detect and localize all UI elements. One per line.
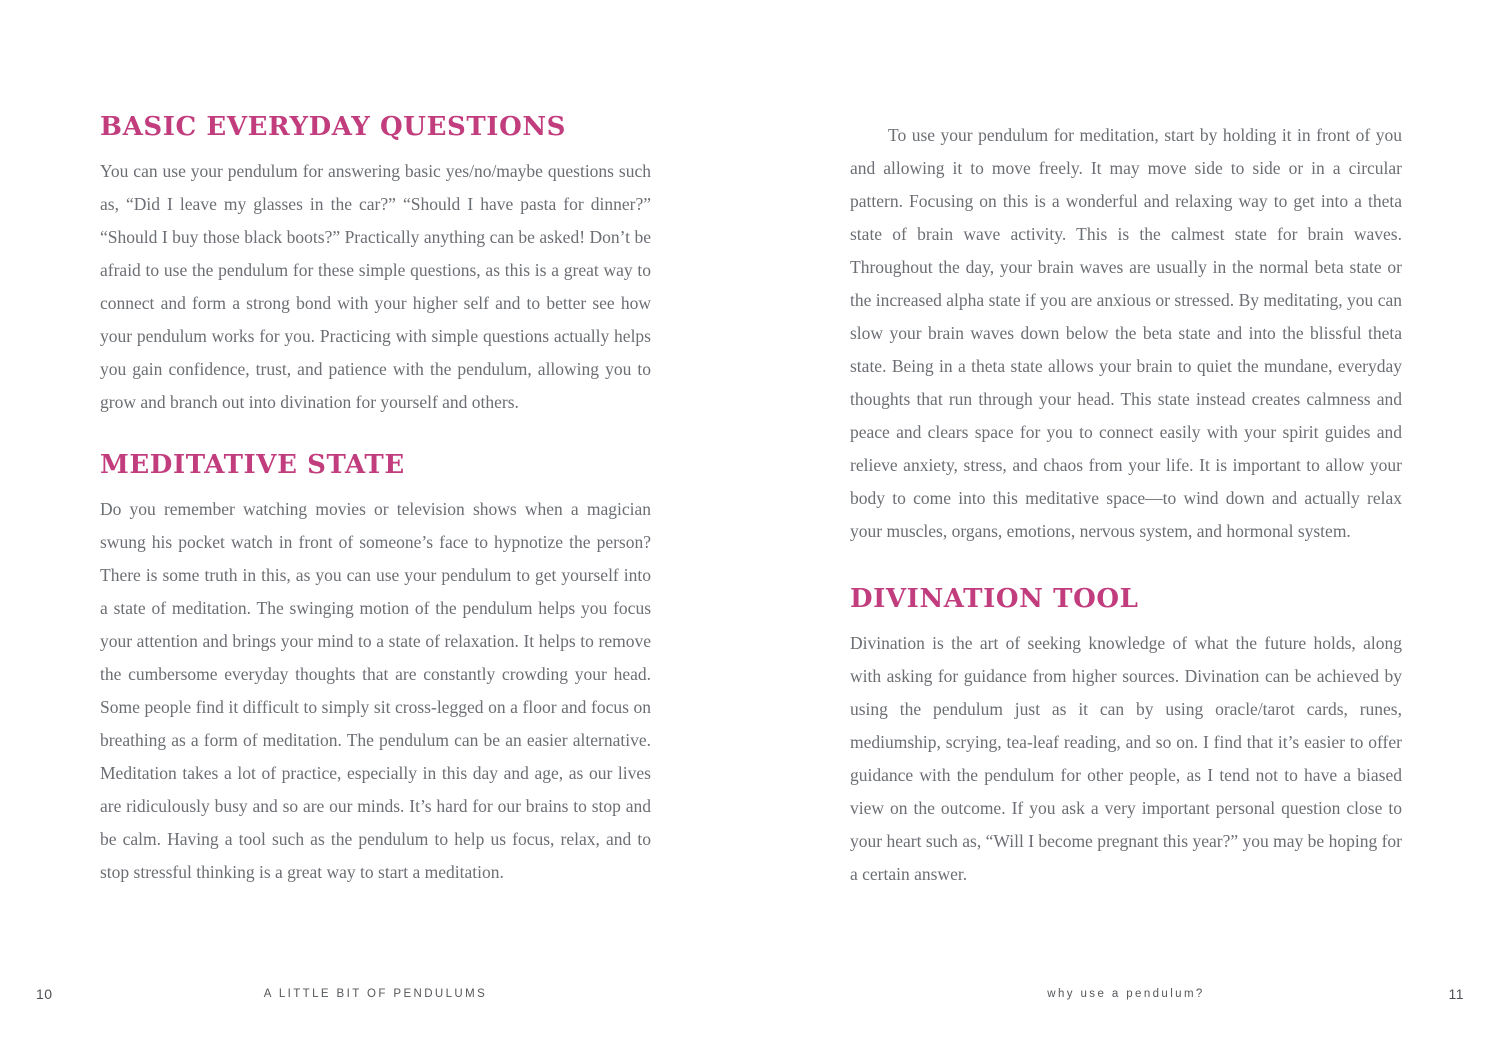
right-page [850,112,1402,891]
page-number: 11 [1448,986,1464,1002]
section-heading-basic-everyday-questions: BASIC EVERYDAY QUESTIONS [100,112,567,142]
section-heading-meditative-state: MEDITATIVE STATE [100,450,405,480]
page-number: 10 [36,986,53,1002]
body-paragraph: You can use your pendulum for answering basic yes/no/maybe questions such as, “Did I leave my glasses in the car?” “Should I have pasta for dinner?” “Should I buy those black boots?” Practically anything can be asked! Don’t be afraid to use the pendulum for these simple questions, as this is a great way to connect and form a strong bond with your higher self and to better see how your pendulum works for you. Practicing with simple questions actually helps you gain confidence, trust, and patience with the pendulum, allowing you to grow and branch out into divination for yourself and others. [100,161,651,412]
section-heading-divination-tool: DIVINATION TOOL [850,584,1139,614]
body-paragraph: Divination is the art of seeking knowledge of what the future holds, along with asking for guidance from higher sources. Divination can be achieved by using the pendulum just as it can by using oracle/tarot cards, runes, mediumship, scrying, tea-leaf reading, and so on. I find that it’s easier to offer guidance with the pendulum for other people, as I tend not to have a biased view on the outcome. If you ask a very important personal question close to your heart such as, “Will I become pregnant this year?” you may be hoping for a certain answer. [850,633,1402,884]
body-paragraph: To use your pendulum for meditation, start by holding it in front of you and allowing it to move freely. It may move side to side or in a circular pattern. Focusing on this is a wonderful and relaxing way to get into a theta state of brain wave activity. This is the calmest state for brain waves. Throughout the day, your brain waves are usually in the normal beta state or the increased alpha state if you are anxious or stressed. By meditating, you can slow your brain waves down below the beta state and into the blissful theta state. Being in a theta state allows your brain to quiet the mundane, everyday thoughts that run through your head. This state instead creates calmness and peace and clears space for you to connect easily with your spirit guides and relieve anxiety, stress, and chaos from your life. It is important to allow your body to come into this meditative space—to wind down and actually relax your muscles, organs, emotions, nervous system, and hormonal system. [850,125,1402,541]
running-footer-title: why use a pendulum? [1047,988,1205,1000]
body-paragraph: Do you remember watching movies or television shows when a magician swung his pocket watch in front of someone’s face to hypnotize the person? There is some truth in this, as you can use your pendulum to get yourself into a state of meditation. The swinging motion of the pendulum helps you focus your attention and brings your mind to a state of relaxation. It helps to remove the cumbersome everyday thoughts that are constantly crowding your head. Some people find it difficult to simply sit cross-legged on a floor and focus on breathing as a form of meditation. The pendulum can be an easier alternative. Meditation takes a lot of practice, especially in this day and age, as our lives are ridiculously busy and so are our minds. It’s hard for our brains to stop and be calm. Having a tool such as the pendulum to help us focus, relax, and to stop stressful thinking is a great way to start a meditation. [100,499,651,882]
left-page [100,112,651,889]
running-footer-title: A LITTLE BIT OF PENDULUMS [263,988,488,1000]
